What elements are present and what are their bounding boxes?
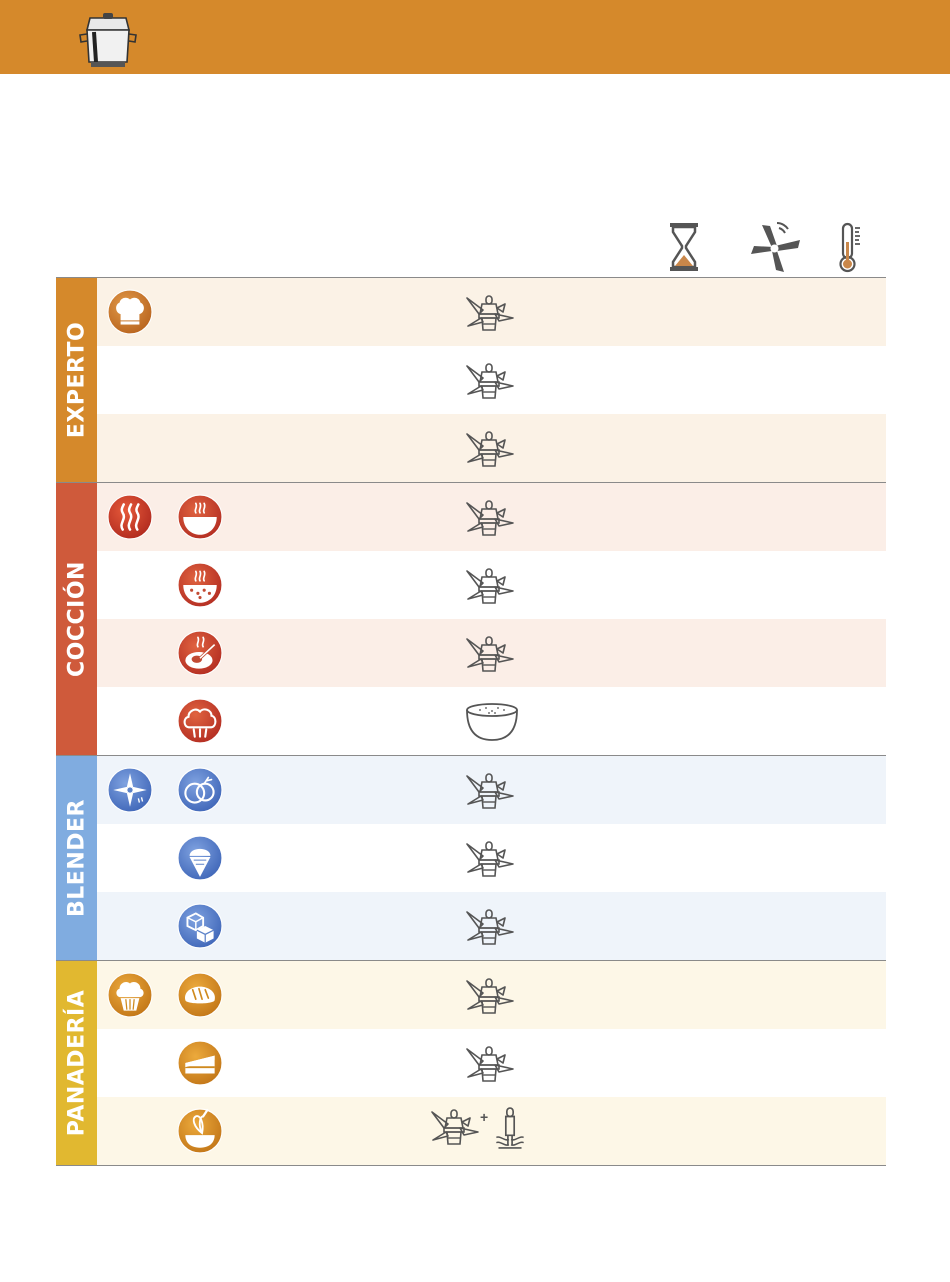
- section-panaderia: [56, 960, 886, 1166]
- kneading-blade-icon: [464, 772, 516, 812]
- kneading-blade-icon: [464, 430, 516, 470]
- thermometer-icon: [834, 222, 864, 274]
- section-label-bar: [56, 961, 97, 1165]
- program-row: [97, 551, 886, 619]
- section-label: COCCIÓN: [64, 561, 89, 677]
- kneading-blade-icon: [464, 840, 516, 880]
- heat-waves-icon: [107, 494, 153, 540]
- kneading-blade-icon: [464, 908, 516, 948]
- program-row: [97, 414, 886, 482]
- ice-cream-icon: [177, 835, 223, 881]
- kneading-blade-icon: [464, 567, 516, 607]
- kneading-blade-icon: [430, 1108, 480, 1148]
- blender-blade-icon: [107, 767, 153, 813]
- kneading-blade-icon: [464, 362, 516, 402]
- bread-icon: [177, 972, 223, 1018]
- section-label: BLENDER: [64, 799, 89, 917]
- whisk-bowl-icon: [177, 1108, 223, 1154]
- plus-sign: +: [480, 1109, 489, 1125]
- section-label: EXPERTO: [64, 321, 89, 439]
- column-icons: [0, 220, 950, 276]
- whisk-icon: [494, 1106, 526, 1150]
- section-blender: [56, 755, 886, 960]
- kneading-blade-icon: [464, 499, 516, 539]
- multicooker-pot-icon: [76, 10, 140, 70]
- section-label-bar: [56, 483, 97, 755]
- steam-basket-icon: [464, 701, 520, 743]
- program-row: [97, 1029, 886, 1097]
- program-row: [97, 892, 886, 960]
- program-row: [97, 961, 886, 1029]
- kneading-blade-icon: [464, 635, 516, 675]
- section-label: PANADERÍA: [64, 989, 89, 1137]
- program-row: [97, 687, 886, 755]
- kneading-blade-icon: [464, 977, 516, 1017]
- kneading-blade-icon: [464, 1045, 516, 1085]
- program-row: [97, 483, 886, 551]
- program-row: [97, 278, 886, 346]
- muffin-icon: [107, 972, 153, 1018]
- program-row: [97, 824, 886, 892]
- hourglass-icon: [668, 222, 700, 272]
- ice-cubes-icon: [177, 903, 223, 949]
- section-label-bar: [56, 756, 97, 960]
- soup-bowl-icon: [177, 494, 223, 540]
- simmer-bowl-icon: [177, 562, 223, 608]
- fruit-icon: [177, 767, 223, 813]
- steam-cloud-icon: [177, 698, 223, 744]
- section-label-bar: [56, 278, 97, 482]
- program-table: [56, 277, 886, 1166]
- program-row: [97, 1097, 886, 1165]
- header-bar: [0, 0, 950, 74]
- section-experto: [56, 277, 886, 482]
- chef-hat-icon: [107, 289, 153, 335]
- program-row: [97, 756, 886, 824]
- blade-speed-icon: [748, 220, 802, 274]
- stir-spoon-icon: [177, 630, 223, 676]
- program-row: [97, 619, 886, 687]
- program-row: [97, 346, 886, 414]
- section-coccion: [56, 482, 886, 755]
- cake-slice-icon: [177, 1040, 223, 1086]
- kneading-blade-icon: [464, 294, 516, 334]
